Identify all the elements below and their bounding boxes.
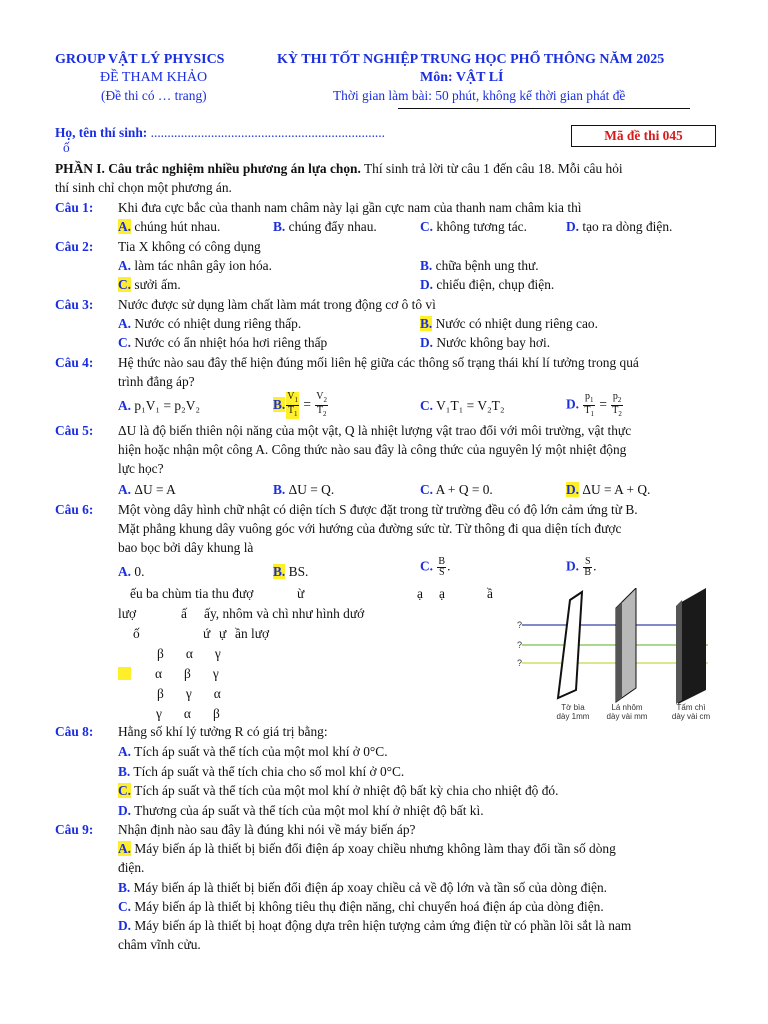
figure-label-paper: Tờ bìa dày 1mm: [556, 703, 590, 721]
q2-text: Tia X không có công dụng: [118, 239, 261, 254]
q2-number: Câu 2:: [55, 239, 94, 254]
q9-option-d[interactable]: D. Máy biến áp là thiết bị hoạt động dựa trên hiện tượng cảm ứng điện từ có phần lõi sắt là nam: [118, 918, 632, 933]
q4-number: Câu 4:: [55, 355, 94, 370]
q6-option-a[interactable]: A. 0.: [118, 564, 145, 579]
q1-text: Khi đưa cực bắc của thanh nam châm này lại gần cực nam của thanh nam châm kia thì: [118, 200, 582, 215]
q5-option-c[interactable]: C. A + Q = 0.: [420, 482, 493, 497]
q4-option-c[interactable]: C. V₁T₁ = V₂T₂: [420, 398, 505, 413]
q1-option-d[interactable]: D. tạo ra dòng điện.: [566, 219, 673, 234]
q8-option-d[interactable]: D. Thương của áp suất và thể tích của một mol khí ở nhiệt độ bất kì.: [118, 803, 484, 818]
q7-frag-1e: ầ: [487, 586, 493, 601]
q3-option-d[interactable]: D. Nước không bay hơi.: [420, 335, 551, 350]
q5-option-b[interactable]: B. ΔU = Q.: [273, 482, 335, 497]
q2-option-c[interactable]: C. sưởi ấm.: [118, 277, 181, 292]
time-note: Thời gian làm bài: 50 phút, không kể thời gian phát đề: [333, 88, 626, 103]
q7-row-d[interactable]: γ α β: [156, 706, 220, 721]
q6d-frac: $\frac{S}{B}$: [584, 556, 592, 578]
student-name-row: [55, 125, 385, 141]
lead-sheet-face: [678, 588, 706, 704]
q7-frag-1c: ạ: [417, 586, 423, 601]
figure-qmark-2: ?: [517, 640, 523, 650]
q5-text-1: ΔU là độ biến thiên nội năng của một vật, Q là nhiệt lượng vật trao đổi với môi trường, vật thực: [118, 423, 632, 438]
q1-option-b[interactable]: B. chúng đẩy nhau.: [273, 219, 377, 234]
q6-text-3: bao bọc bởi dây khung là: [118, 540, 254, 555]
q2-option-d[interactable]: D. chiếu điện, chụp điện.: [420, 277, 555, 292]
q7-row-b[interactable]: α β γ: [155, 666, 219, 681]
q3-option-c[interactable]: C. Nước có ẩn nhiệt hóa hơi riêng thấp: [118, 335, 328, 350]
q9-option-a[interactable]: A. Máy biến áp là thiết bị biến đổi điện áp xoay chiều nhưng không làm thay đổi tần số dòng: [118, 841, 616, 856]
q6-option-c[interactable]: C. $\frac{B}{S}$ .: [420, 556, 451, 578]
part1-title: PHẦN I. Câu trắc nghiệm nhiều phương án lựa chọn.: [55, 161, 361, 176]
group-name: GROUP VẬT LÝ PHYSICS: [55, 52, 225, 67]
q5-text-3: lực học?: [118, 461, 164, 476]
student-label: Họ, tên thí sinh:: [55, 125, 148, 140]
q4b-frac-right: $\frac{V_2}{T_2}$: [316, 391, 328, 418]
q7-frag-3b: ứ: [203, 626, 211, 641]
q8-text: Hằng số khí lý tưởng R có giá trị bằng:: [118, 724, 328, 739]
q6-text-1: Một vòng dây hình chữ nhật có diện tích S được đặt trong từ trường đều có độ lớn cảm ứng từ B.: [118, 502, 638, 517]
q6-option-d[interactable]: D. $\frac{S}{B}$ .: [566, 556, 597, 578]
q8-option-c[interactable]: C. Tích áp suất và thể tích của một mol khí ở nhiệt độ bất kỳ chia cho nhiệt độ đó.: [118, 783, 559, 798]
q7-frag-2a: lượ: [118, 606, 137, 621]
stray-char: ố: [63, 140, 70, 155]
q4b-frac-left: $\frac{V_1}{T_1}$: [287, 391, 299, 418]
q8-option-b[interactable]: B. Tích áp suất và thể tích chia cho số mol khí ở 0°C.: [118, 764, 405, 779]
lead-sheet-edge: [676, 600, 682, 704]
q6c-frac: $\frac{B}{S}$: [438, 556, 446, 578]
q1-option-c[interactable]: C. không tương tác.: [420, 219, 527, 234]
q2-option-a[interactable]: A. làm tác nhân gây ion hóa.: [118, 258, 272, 273]
q7-frag-1b: ừ: [297, 586, 305, 601]
q4-option-b[interactable]: B. $\frac{V_1}{T_1}$ = $\frac{V_2}{T_2}$: [273, 391, 328, 418]
exam-code-box: Mã đề thi 045: [571, 125, 716, 147]
q4d-frac-right: $\frac{p_2}{T_2}$: [612, 391, 622, 418]
q4-option-a[interactable]: A. p₁V₁ = p₂V₂: [118, 398, 201, 413]
q7-frag-3d: ần lượ: [235, 626, 270, 641]
q4d-frac-left: $\frac{p_1}{T_1}$: [584, 391, 594, 418]
q8-number: Câu 8:: [55, 724, 94, 739]
q9-option-b[interactable]: B. Máy biến áp là thiết bị biến đổi điện áp xoay chiều cả về độ lớn và tần số của dòng điện.: [118, 880, 608, 895]
q5-text-2: hiện hoặc nhận một công A. Công thức nào sau đây là công thức của nguyên lý một nhiệt động: [118, 442, 627, 457]
q6-text-2: Mặt phẳng khung dây vuông góc với hướng của đường sức từ. Từ thông đi qua diện tích được: [118, 521, 622, 536]
q7-frag-1a: ếu ba chùm tia thu đượ: [130, 586, 254, 601]
q3-option-b[interactable]: B. Nước có nhiệt dung riêng cao.: [420, 316, 598, 331]
q7-frag-3c: ự: [219, 626, 227, 641]
q3-text: Nước được sử dụng làm chất làm mát trong động cơ ô tô vì: [118, 297, 436, 312]
q7-frag-1d: ạ: [439, 586, 445, 601]
q7-highlight-mark: [118, 667, 131, 680]
q2-option-b[interactable]: B. chữa bệnh ung thư.: [420, 258, 539, 273]
aluminium-sheet-edge: [616, 602, 622, 702]
subject: Môn: VẬT LÍ: [420, 70, 504, 85]
figure-label-lead: Tấm chì dày vài cm: [671, 703, 711, 721]
q5-option-a[interactable]: A. ΔU = A: [118, 482, 176, 497]
figure-label-aluminium: Lá nhôm dày vài mm: [606, 703, 648, 721]
q7-frag-2b: ấ: [181, 606, 187, 621]
q6-option-b[interactable]: B. BS.: [273, 564, 309, 579]
q4-text-1: Hệ thức nào sau đây thể hiện đúng mối liên hệ giữa các thông số trạng thái khí lí tưởng trong quá: [118, 355, 639, 370]
part1-instr-1: Thí sinh trả lời từ câu 1 đến câu 18. Mỗi câu hỏi: [360, 161, 623, 176]
q7-frag-2c: ấy, nhôm và chì như hình dướ: [204, 606, 365, 621]
doc-type: ĐỀ THAM KHẢO: [100, 70, 208, 85]
q1-number: Câu 1:: [55, 200, 94, 215]
part1-instr-2: thí sinh chỉ chọn một phương án.: [55, 180, 232, 195]
exam-title: KỲ THI TỐT NGHIỆP TRUNG HỌC PHỔ THÔNG NĂM 2025: [277, 52, 665, 67]
q3-number: Câu 3:: [55, 297, 94, 312]
q7-row-a[interactable]: β α γ: [157, 646, 221, 661]
pages-note: (Đề thi có … trang): [101, 88, 207, 103]
q9-option-a-cont: điện.: [118, 860, 145, 875]
figure-qmark-3: ?: [517, 658, 523, 668]
q4-text-2: trình đẳng áp?: [118, 374, 195, 389]
radiation-penetration-figure: [512, 588, 718, 708]
header-underline: [398, 108, 690, 109]
figure-qmark-1: ?: [517, 620, 523, 630]
q6-number: Câu 6:: [55, 502, 94, 517]
q9-option-c[interactable]: C. Máy biến áp là thiết bị không tiêu thụ điện năng, chỉ chuyển hoá điện áp của dòng điện.: [118, 899, 604, 914]
q7-row-c[interactable]: β γ α: [157, 686, 221, 701]
q8-option-a[interactable]: A. Tích áp suất và thể tích của một mol khí ở 0°C.: [118, 744, 388, 759]
q5-option-d[interactable]: D. ΔU = A + Q.: [566, 482, 651, 497]
q9-text: Nhận định nào sau đây là đúng khi nói về máy biến áp?: [118, 822, 416, 837]
part1-intro: [55, 161, 623, 177]
q3-option-a[interactable]: A. Nước có nhiệt dung riêng thấp.: [118, 316, 302, 331]
q1-option-a[interactable]: A. chúng hút nhau.: [118, 219, 221, 234]
q4-option-d[interactable]: D. $\frac{p_1}{T_1}$ = $\frac{p_2}{T_2}$: [566, 391, 622, 418]
q9-number: Câu 9:: [55, 822, 94, 837]
q7-frag-3a: ố: [133, 626, 140, 641]
student-dots: ......................................................................: [150, 125, 385, 140]
q5-number: Câu 5:: [55, 423, 94, 438]
q9-option-d-cont: châm vĩnh cửu.: [118, 937, 201, 952]
